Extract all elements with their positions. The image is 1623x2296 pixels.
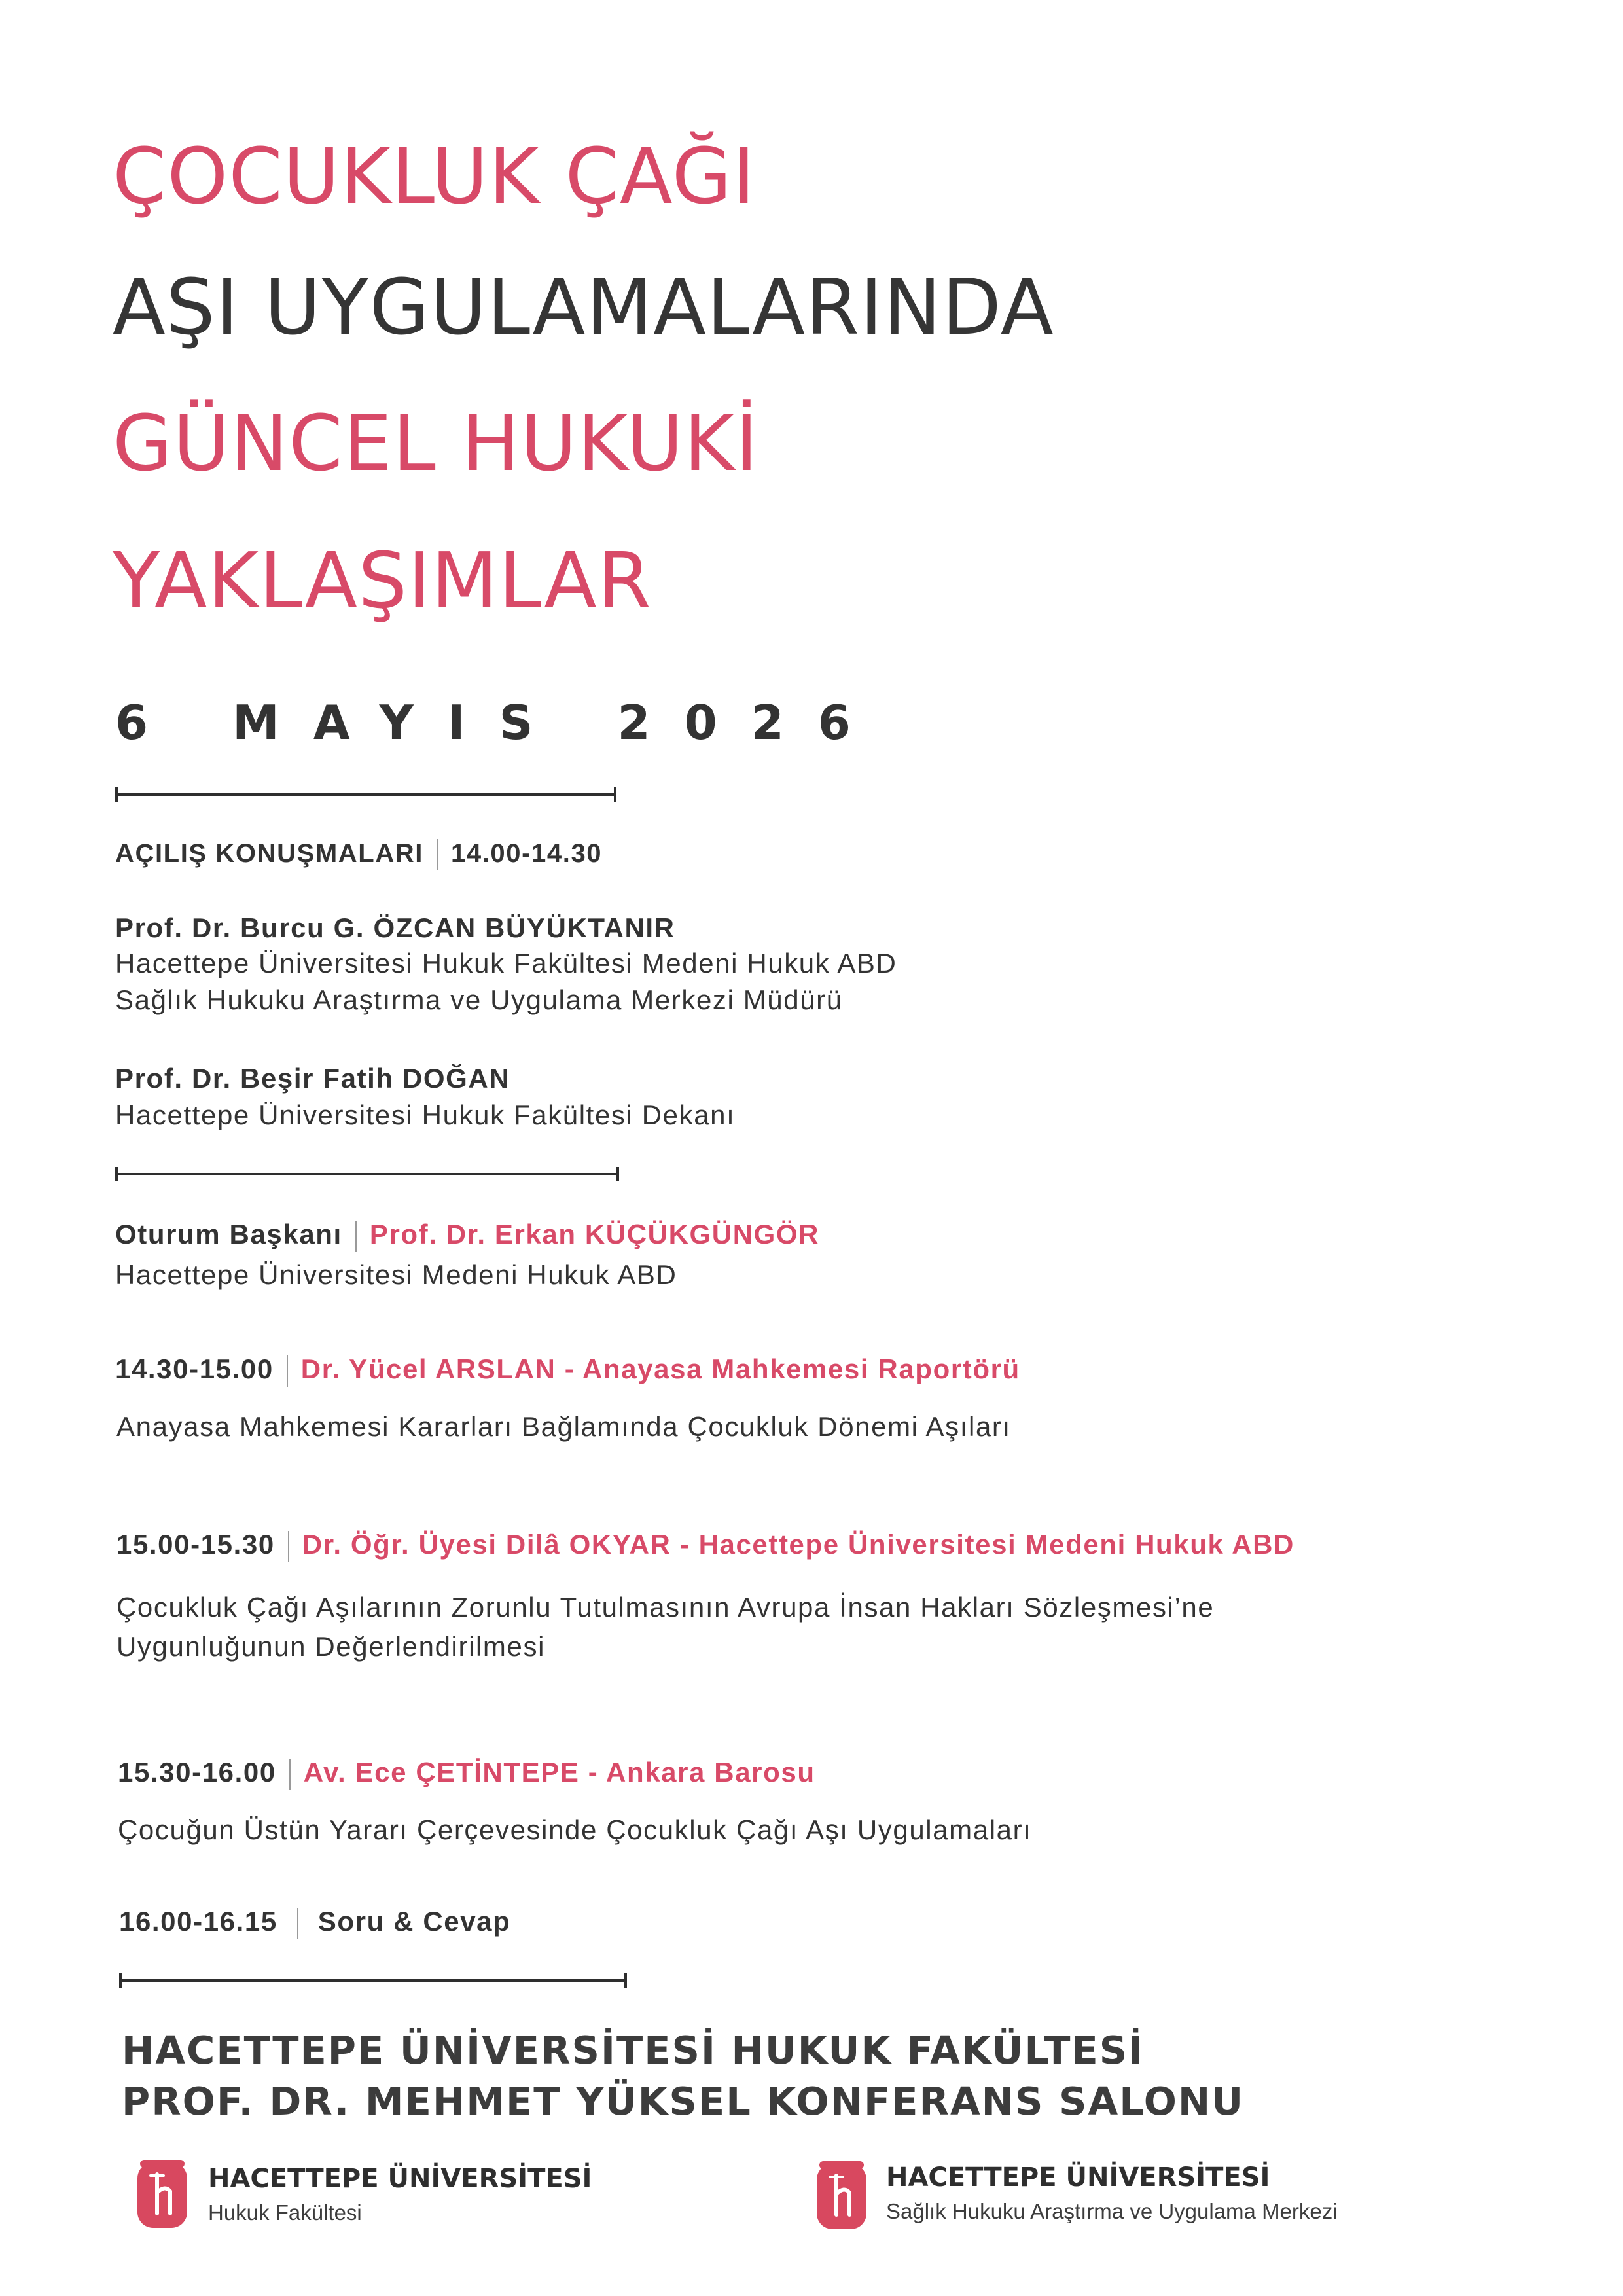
logo-unit-name: Sağlık Hukuku Araştırma ve Uygulama Merkezi bbox=[886, 2199, 1338, 2223]
speaker-name: Prof. Dr. Burcu G. ÖZCAN BÜYÜKTANIR bbox=[115, 912, 675, 943]
title-line-4: YAKLAŞIMLAR bbox=[113, 535, 652, 626]
separator bbox=[437, 839, 438, 870]
session-speaker: Dr. Yücel ARSLAN - Anayasa Mahkemesi Raportörü bbox=[300, 1354, 1020, 1384]
session-topic-continued: Uygunluğunun Değerlendirilmesi bbox=[116, 1631, 546, 1662]
logo-university-name: HACETTEPE ÜNİVERSİTESİ bbox=[208, 2164, 592, 2194]
title-line-3: GÜNCEL HUKUKİ bbox=[113, 398, 759, 488]
divider bbox=[119, 1979, 627, 1982]
separator bbox=[288, 1531, 289, 1562]
session-topic: Anayasa Mahkemesi Kararları Bağlamında Çocukluk Dönemi Aşıları bbox=[116, 1411, 1011, 1442]
separator bbox=[355, 1221, 357, 1252]
speaker-affiliation: Hacettepe Üniversitesi Hukuk Fakültesi Medeni Hukuk ABD bbox=[115, 948, 897, 978]
session-row bbox=[116, 1529, 1294, 1562]
separator bbox=[289, 1759, 291, 1790]
divider bbox=[115, 1173, 619, 1175]
logo-unit-name: Hukuk Fakültesi bbox=[208, 2200, 362, 2225]
event-date: 6 MAYIS 2026 bbox=[115, 695, 885, 750]
logo-university-name: HACETTEPE ÜNİVERSİTESİ bbox=[886, 2162, 1270, 2193]
opening-row bbox=[115, 839, 602, 870]
opening-label: AÇILIŞ KONUŞMALARI bbox=[115, 839, 424, 868]
separator bbox=[287, 1355, 288, 1387]
chair-label: Oturum Başkanı bbox=[115, 1219, 342, 1249]
separator bbox=[297, 1908, 298, 1939]
chair-row bbox=[115, 1219, 819, 1252]
venue-line-2: PROF. DR. MEHMET YÜKSEL KONFERANS SALONU bbox=[122, 2079, 1245, 2124]
hacettepe-emblem-icon bbox=[135, 2157, 190, 2233]
session-row bbox=[118, 1757, 815, 1790]
divider bbox=[115, 793, 616, 796]
session-topic: Çocuğun Üstün Yararı Çerçevesinde Çocukluk Çağı Aşı Uygulamaları bbox=[118, 1814, 1032, 1845]
chair-name: Prof. Dr. Erkan KÜÇÜKGÜNGÖR bbox=[369, 1219, 820, 1249]
hacettepe-emblem-icon bbox=[814, 2159, 869, 2234]
title-line-2: AŞI UYGULAMALARINDA bbox=[113, 262, 1054, 352]
session-topic: Çocukluk Çağı Aşılarının Zorunlu Tutulmasının Avrupa İnsan Hakları Sözleşmesi’ne bbox=[116, 1592, 1215, 1623]
session-time: 15.30-16.00 bbox=[118, 1757, 276, 1787]
qa-time: 16.00-16.15 bbox=[119, 1906, 277, 1937]
qa-label: Soru & Cevap bbox=[317, 1906, 511, 1937]
session-time: 15.00-15.30 bbox=[116, 1529, 275, 1560]
session-time: 14.30-15.00 bbox=[115, 1354, 274, 1384]
chair-affiliation: Hacettepe Üniversitesi Medeni Hukuk ABD bbox=[115, 1259, 677, 1290]
session-speaker: Dr. Öğr. Üyesi Dilâ OKYAR - Hacettepe Üniversitesi Medeni Hukuk ABD bbox=[302, 1529, 1294, 1560]
title-line-1: ÇOCUKLUK ÇAĞI bbox=[113, 131, 756, 221]
speaker-role: Sağlık Hukuku Araştırma ve Uygulama Merkezi Müdürü bbox=[115, 984, 843, 1015]
session-row bbox=[115, 1354, 1020, 1387]
speaker-name: Prof. Dr. Beşir Fatih DOĞAN bbox=[115, 1063, 510, 1094]
session-speaker: Av. Ece ÇETİNTEPE - Ankara Barosu bbox=[303, 1757, 815, 1787]
venue-line-1: HACETTEPE ÜNİVERSİTESİ HUKUK FAKÜLTESİ bbox=[122, 2028, 1145, 2073]
opening-time: 14.00-14.30 bbox=[451, 839, 603, 868]
qa-row bbox=[119, 1906, 510, 1939]
speaker-role: Hacettepe Üniversitesi Hukuk Fakültesi Dekanı bbox=[115, 1100, 736, 1130]
